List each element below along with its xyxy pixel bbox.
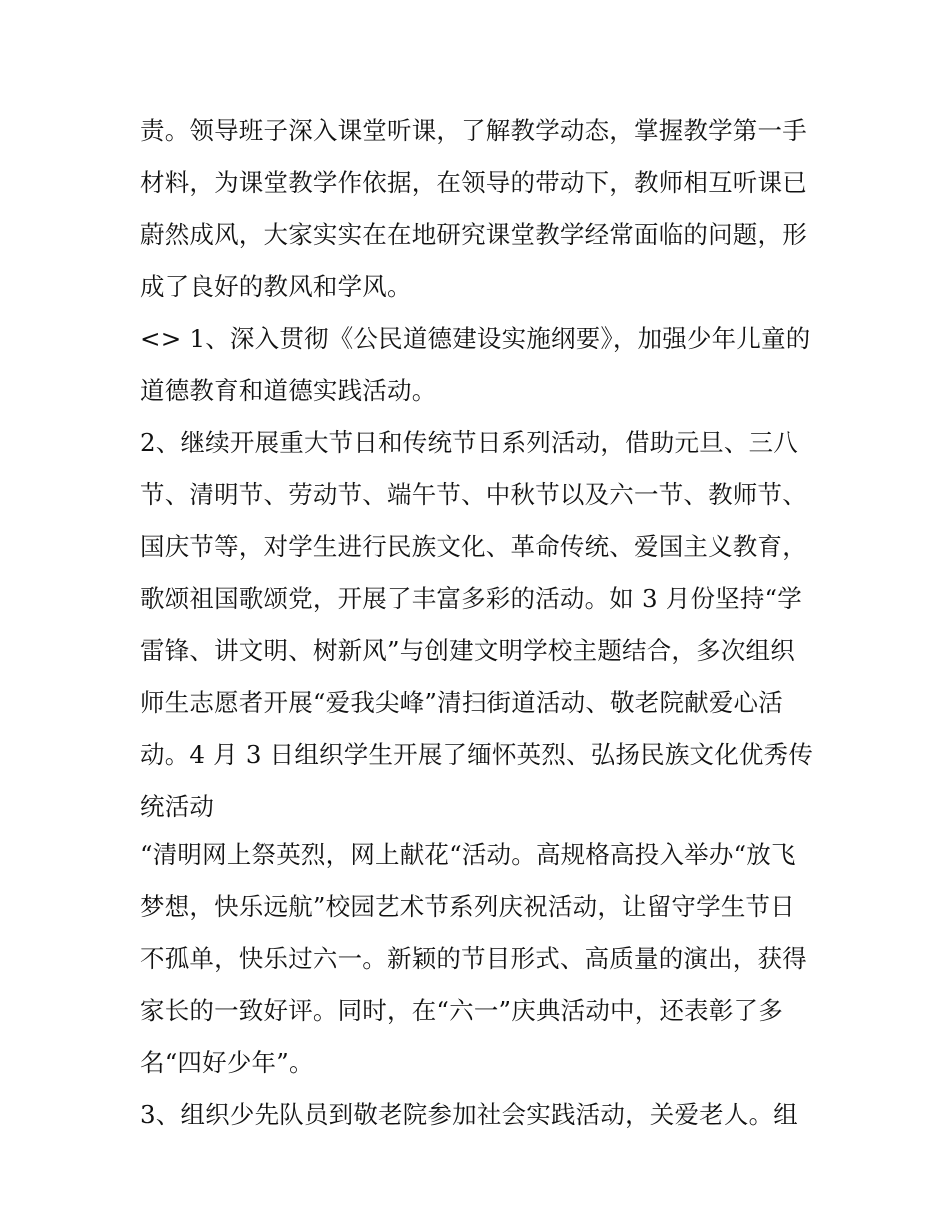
text-line: “清明网上祭英烈，网上献花“活动。高规格高投入举办“放飞 [140, 840, 796, 869]
text-line: <> 1、深入贯彻《公民道德建设实施纲要》，加强少年儿童的 [140, 324, 811, 353]
text-line: 统活动 [140, 792, 215, 821]
text-line: 名“四好少年”。 [140, 1048, 314, 1077]
text-line: 成了良好的教风和学风。 [140, 272, 412, 301]
text-line: 不孤单，快乐过六一。新颖的节目形式、高质量的演出，获得 [140, 944, 807, 973]
text-line: 动。4 月 3 日组织学生开展了缅怀英烈、弘扬民族文化优秀传 [140, 740, 814, 769]
text-line: 师生志愿者开展“爱我尖峰”清扫街道活动、敬老院献爱心活 [140, 688, 783, 717]
text-line: 梦想，快乐远航”校园艺术节系列庆祝活动，让留守学生节日 [140, 892, 795, 921]
text-line: 蔚然成风，大家实实在在地研究课堂教学经常面临的问题，形 [140, 220, 807, 249]
text-line: 3、组织少先队员到敬老院参加社会实践活动，关爱老人。组 [140, 1100, 798, 1129]
text-line: 家长的一致好评。同时，在“六一”庆典活动中，还表彰了多 [140, 996, 783, 1025]
text-line: 道德教育和道德实践活动。 [140, 376, 437, 405]
text-line: 2、继续开展重大节日和传统节日系列活动，借助元旦、三八 [140, 428, 798, 457]
text-line: 节、清明节、劳动节、端午节、中秋节以及六一节、教师节、 [140, 480, 807, 509]
text-line: 雷锋、讲文明、树新风”与创建文明学校主题结合，多次组织 [140, 636, 795, 665]
text-line: 责。领导班子深入课堂听课，了解教学动态，掌握教学第一手 [140, 116, 807, 145]
text-line: 国庆节等，对学生进行民族文化、革命传统、爱国主义教育， [140, 532, 807, 561]
text-line: 材料，为课堂教学作依据，在领导的带动下，教师相互听课已 [140, 168, 807, 197]
text-line: 歌颂祖国歌颂党，开展了丰富多彩的活动。如 3 月份坚持“学 [140, 584, 802, 613]
